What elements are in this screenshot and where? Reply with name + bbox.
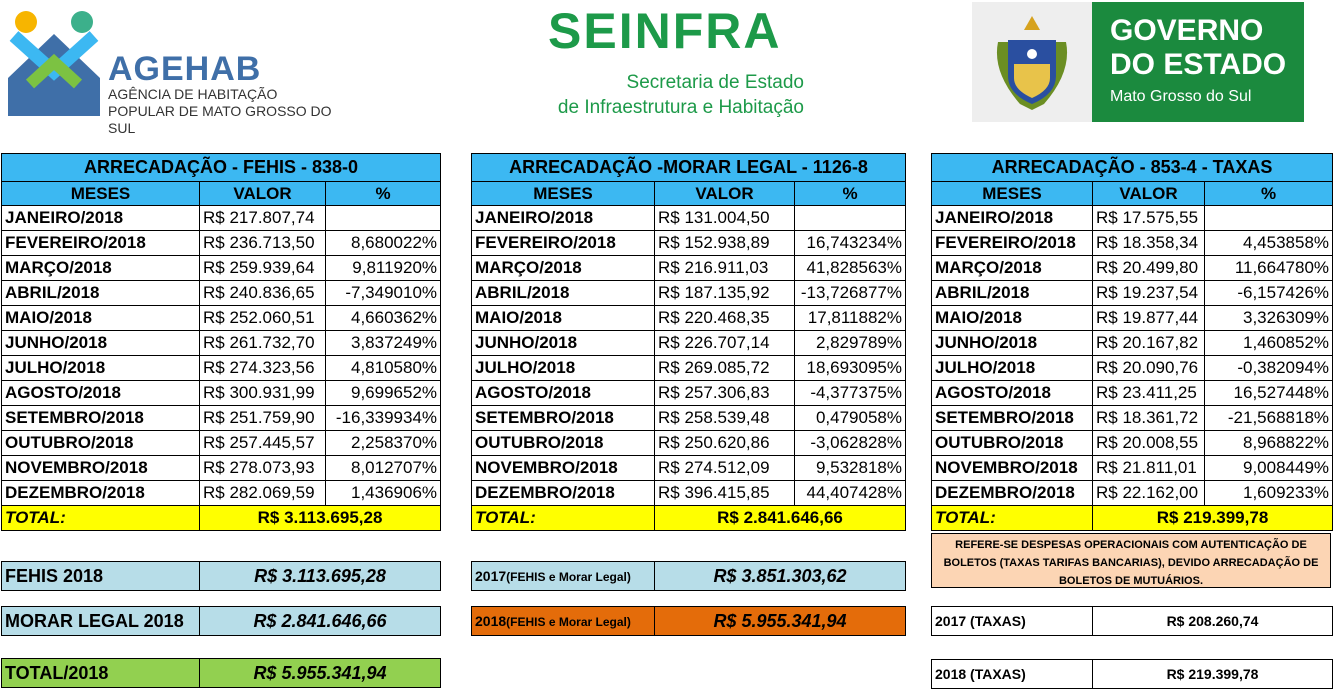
month-cell: FEVEREIRO/2018 [472, 231, 655, 256]
column-header-meses: MESES [472, 182, 655, 206]
total-value: R$ 219.399,78 [1093, 506, 1333, 531]
value-cell: R$ 20.167,82 [1093, 331, 1205, 356]
percent-cell: 8,012707% [326, 456, 441, 481]
percent-cell: 9,532818% [795, 456, 906, 481]
month-cell: SETEMBRO/2018 [472, 406, 655, 431]
month-cell: ABRIL/2018 [2, 281, 200, 306]
table-row [2, 356, 441, 381]
month-cell: AGOSTO/2018 [2, 381, 200, 406]
value-cell: R$ 22.162,00 [1093, 481, 1205, 506]
summary-total-value: R$ 5.955.341,94 [200, 659, 441, 688]
agehab-subtitle: AGÊNCIA DE HABITAÇÃO POPULAR DE MATO GROSSO DO SUL [108, 86, 332, 136]
summary-2017-value: R$ 3.851.303,62 [655, 562, 906, 591]
percent-cell: 11,664780% [1205, 256, 1333, 281]
value-cell: R$ 23.411,25 [1093, 381, 1205, 406]
percent-cell: 41,828563% [795, 256, 906, 281]
value-cell: R$ 20.008,55 [1093, 431, 1205, 456]
value-cell: R$ 396.415,85 [655, 481, 795, 506]
month-cell: JUNHO/2018 [932, 331, 1093, 356]
value-cell: R$ 259.939,64 [200, 256, 326, 281]
seinfra-subtitle-line1: Secretaria de Estado [626, 72, 804, 93]
table-title: ARRECADAÇÃO -MORAR LEGAL - 1126-8 [472, 154, 906, 182]
column-header-pct: % [1205, 182, 1333, 206]
table-row [472, 431, 906, 456]
total-label: TOTAL: [932, 506, 1093, 531]
column-header-valor: VALOR [200, 182, 326, 206]
percent-cell: -4,377375% [795, 381, 906, 406]
month-cell: FEVEREIRO/2018 [932, 231, 1093, 256]
taxas-2018-value: R$ 219.399,78 [1093, 660, 1333, 689]
month-cell: NOVEMBRO/2018 [472, 456, 655, 481]
table-row [472, 206, 906, 231]
summary-taxas-2018 [931, 659, 1333, 689]
month-cell: AGOSTO/2018 [932, 381, 1093, 406]
table-row [472, 456, 906, 481]
taxas-2017-value: R$ 208.260,74 [1093, 607, 1333, 636]
value-cell: R$ 187.135,92 [655, 281, 795, 306]
percent-cell: -3,062828% [795, 431, 906, 456]
month-cell: AGOSTO/2018 [472, 381, 655, 406]
percent-cell [1205, 206, 1333, 231]
percent-cell: 16,527448% [1205, 381, 1333, 406]
summary-total-label: TOTAL/2018 [2, 659, 200, 688]
summary-2017-label [472, 562, 655, 591]
table-row [2, 381, 441, 406]
percent-cell: 8,968822% [1205, 431, 1333, 456]
seinfra-title: SEINFRA [548, 3, 782, 59]
value-cell: R$ 17.575,55 [1093, 206, 1205, 231]
month-cell: OUTUBRO/2018 [2, 431, 200, 456]
gov-subtitle: Mato Grosso do Sul [1110, 88, 1252, 105]
table-row [932, 231, 1333, 256]
value-cell: R$ 278.073,93 [200, 456, 326, 481]
table-title: ARRECADAÇÃO - FEHIS - 838-0 [2, 154, 441, 182]
month-cell: JANEIRO/2018 [472, 206, 655, 231]
value-cell: R$ 18.361,72 [1093, 406, 1205, 431]
column-header-pct: % [795, 182, 906, 206]
summary-2017-desc: (FEHIS e Morar Legal) [506, 570, 631, 584]
value-cell: R$ 226.707,14 [655, 331, 795, 356]
summary-2018-desc: (FEHIS e Morar Legal) [506, 615, 631, 629]
gov-title-line1: GOVERNO [1110, 14, 1264, 47]
summary-taxas-2017 [931, 606, 1333, 636]
percent-cell: 2,829789% [795, 331, 906, 356]
table-row [2, 281, 441, 306]
table-row [2, 231, 441, 256]
column-header-meses: MESES [2, 182, 200, 206]
month-cell: MAIO/2018 [932, 306, 1093, 331]
value-cell: R$ 236.713,50 [200, 231, 326, 256]
percent-cell: 18,693095% [795, 356, 906, 381]
gov-title [1110, 14, 1286, 82]
summary-2018 [471, 606, 906, 636]
table-row [472, 306, 906, 331]
value-cell: R$ 269.085,72 [655, 356, 795, 381]
table-row [932, 306, 1333, 331]
table-row [932, 456, 1333, 481]
percent-cell: -7,349010% [326, 281, 441, 306]
total-label: TOTAL: [472, 506, 655, 531]
percent-cell: -16,339934% [326, 406, 441, 431]
month-cell: JULHO/2018 [472, 356, 655, 381]
value-cell: R$ 240.836,65 [200, 281, 326, 306]
total-value: R$ 3.113.695,28 [200, 506, 441, 531]
seinfra-subtitle-line2: de Infraestrutura e Habitação [557, 97, 804, 118]
table-title: ARRECADAÇÃO - 853-4 - TAXAS [932, 154, 1333, 182]
percent-cell [795, 206, 906, 231]
column-header-meses: MESES [932, 182, 1093, 206]
value-cell: R$ 217.807,74 [200, 206, 326, 231]
summary-2017 [471, 561, 906, 591]
month-cell: ABRIL/2018 [472, 281, 655, 306]
summary-total [1, 658, 441, 688]
table-row [932, 356, 1333, 381]
summary-morar-label: MORAR LEGAL 2018 [2, 607, 200, 636]
month-cell: JUNHO/2018 [472, 331, 655, 356]
table-row [932, 431, 1333, 456]
table-row [2, 331, 441, 356]
percent-cell: 2,258370% [326, 431, 441, 456]
value-cell: R$ 250.620,86 [655, 431, 795, 456]
table-row [2, 206, 441, 231]
summary-morar [1, 606, 441, 636]
month-cell: OUTUBRO/2018 [472, 431, 655, 456]
percent-cell: 1,609233% [1205, 481, 1333, 506]
value-cell: R$ 20.090,76 [1093, 356, 1205, 381]
table-row [472, 406, 906, 431]
month-cell: DEZEMBRO/2018 [932, 481, 1093, 506]
value-cell: R$ 257.445,57 [200, 431, 326, 456]
table-row [472, 331, 906, 356]
percent-cell: -13,726877% [795, 281, 906, 306]
table-row [472, 256, 906, 281]
value-cell: R$ 131.004,50 [655, 206, 795, 231]
month-cell: ABRIL/2018 [932, 281, 1093, 306]
month-cell: JULHO/2018 [932, 356, 1093, 381]
value-cell: R$ 257.306,83 [655, 381, 795, 406]
total-value: R$ 2.841.646,66 [655, 506, 906, 531]
month-cell: JUNHO/2018 [2, 331, 200, 356]
percent-cell: 44,407428% [795, 481, 906, 506]
table-row [2, 306, 441, 331]
percent-cell: 4,453858% [1205, 231, 1333, 256]
value-cell: R$ 258.539,48 [655, 406, 795, 431]
percent-cell: 4,660362% [326, 306, 441, 331]
percent-cell: 8,680022% [326, 231, 441, 256]
month-cell: DEZEMBRO/2018 [2, 481, 200, 506]
table-row [472, 356, 906, 381]
table-row [472, 381, 906, 406]
taxas-2018-label: 2018 (TAXAS) [932, 660, 1093, 689]
table-row [472, 231, 906, 256]
table-row [2, 406, 441, 431]
percent-cell: 9,811920% [326, 256, 441, 281]
summary-fehis [1, 561, 441, 591]
month-cell: MARÇO/2018 [472, 256, 655, 281]
value-cell: R$ 19.877,44 [1093, 306, 1205, 331]
percent-cell: -0,382094% [1205, 356, 1333, 381]
percent-cell: -21,568818% [1205, 406, 1333, 431]
month-cell: JULHO/2018 [2, 356, 200, 381]
table-row [2, 456, 441, 481]
month-cell: NOVEMBRO/2018 [932, 456, 1093, 481]
agehab-title: AGEHAB [108, 50, 262, 88]
summary-fehis-label: FEHIS 2018 [2, 562, 200, 591]
month-cell: MAIO/2018 [2, 306, 200, 331]
month-cell: SETEMBRO/2018 [2, 406, 200, 431]
percent-cell [326, 206, 441, 231]
month-cell: OUTUBRO/2018 [932, 431, 1093, 456]
table-fehis [1, 153, 441, 531]
table-row [932, 331, 1333, 356]
agehab-logo-icon [4, 4, 104, 116]
percent-cell: 1,460852% [1205, 331, 1333, 356]
table-row [472, 281, 906, 306]
percent-cell: 9,699652% [326, 381, 441, 406]
value-cell: R$ 216.911,03 [655, 256, 795, 281]
month-cell: DEZEMBRO/2018 [472, 481, 655, 506]
percent-cell: 3,326309% [1205, 306, 1333, 331]
value-cell: R$ 251.759,90 [200, 406, 326, 431]
summary-2018-year: 2018 [475, 613, 507, 629]
table-row [472, 481, 906, 506]
percent-cell: 17,811882% [795, 306, 906, 331]
total-label: TOTAL: [2, 506, 200, 531]
month-cell: MARÇO/2018 [2, 256, 200, 281]
percent-cell: 0,479058% [795, 406, 906, 431]
percent-cell: -6,157426% [1205, 281, 1333, 306]
value-cell: R$ 282.069,59 [200, 481, 326, 506]
table-row [932, 256, 1333, 281]
value-cell: R$ 18.358,34 [1093, 231, 1205, 256]
seinfra-subtitle [498, 70, 804, 120]
percent-cell: 16,743234% [795, 231, 906, 256]
value-cell: R$ 152.938,89 [655, 231, 795, 256]
month-cell: SETEMBRO/2018 [932, 406, 1093, 431]
table-row [932, 481, 1333, 506]
percent-cell: 1,436906% [326, 481, 441, 506]
month-cell: JANEIRO/2018 [932, 206, 1093, 231]
month-cell: JANEIRO/2018 [2, 206, 200, 231]
summary-morar-value: R$ 2.841.646,66 [200, 607, 441, 636]
table-row [2, 481, 441, 506]
table-row [932, 281, 1333, 306]
column-header-valor: VALOR [1093, 182, 1205, 206]
value-cell: R$ 21.811,01 [1093, 456, 1205, 481]
table-row [932, 206, 1333, 231]
summary-fehis-value: R$ 3.113.695,28 [200, 562, 441, 591]
table-taxas [931, 153, 1333, 531]
table-morar-legal [471, 153, 906, 531]
month-cell: NOVEMBRO/2018 [2, 456, 200, 481]
coat-of-arms-icon [990, 12, 1074, 112]
percent-cell: 9,008449% [1205, 456, 1333, 481]
taxas-note: REFERE-SE DESPESAS OPERACIONAIS COM AUTENTICAÇÃO DE BOLETOS (TAXAS TARIFAS BANCARIAS), DEVIDO ARRECADAÇÃO DE BOLETOS DE MUTUÁRIOS. [931, 533, 1331, 588]
value-cell: R$ 20.499,80 [1093, 256, 1205, 281]
table-row [2, 431, 441, 456]
month-cell: FEVEREIRO/2018 [2, 231, 200, 256]
percent-cell: 3,837249% [326, 331, 441, 356]
month-cell: MARÇO/2018 [932, 256, 1093, 281]
month-cell: MAIO/2018 [472, 306, 655, 331]
taxas-2017-label: 2017 (TAXAS) [932, 607, 1093, 636]
value-cell: R$ 274.512,09 [655, 456, 795, 481]
value-cell: R$ 261.732,70 [200, 331, 326, 356]
table-row [932, 406, 1333, 431]
table-row [2, 256, 441, 281]
summary-2018-value: R$ 5.955.341,94 [655, 607, 906, 636]
table-row [932, 381, 1333, 406]
column-header-valor: VALOR [655, 182, 795, 206]
summary-2017-year: 2017 [475, 568, 507, 584]
percent-cell: 4,810580% [326, 356, 441, 381]
value-cell: R$ 252.060,51 [200, 306, 326, 331]
value-cell: R$ 19.237,54 [1093, 281, 1205, 306]
summary-2018-label [472, 607, 655, 636]
column-header-pct: % [326, 182, 441, 206]
value-cell: R$ 220.468,35 [655, 306, 795, 331]
value-cell: R$ 300.931,99 [200, 381, 326, 406]
value-cell: R$ 274.323,56 [200, 356, 326, 381]
gov-title-line2: DO ESTADO [1110, 48, 1287, 81]
